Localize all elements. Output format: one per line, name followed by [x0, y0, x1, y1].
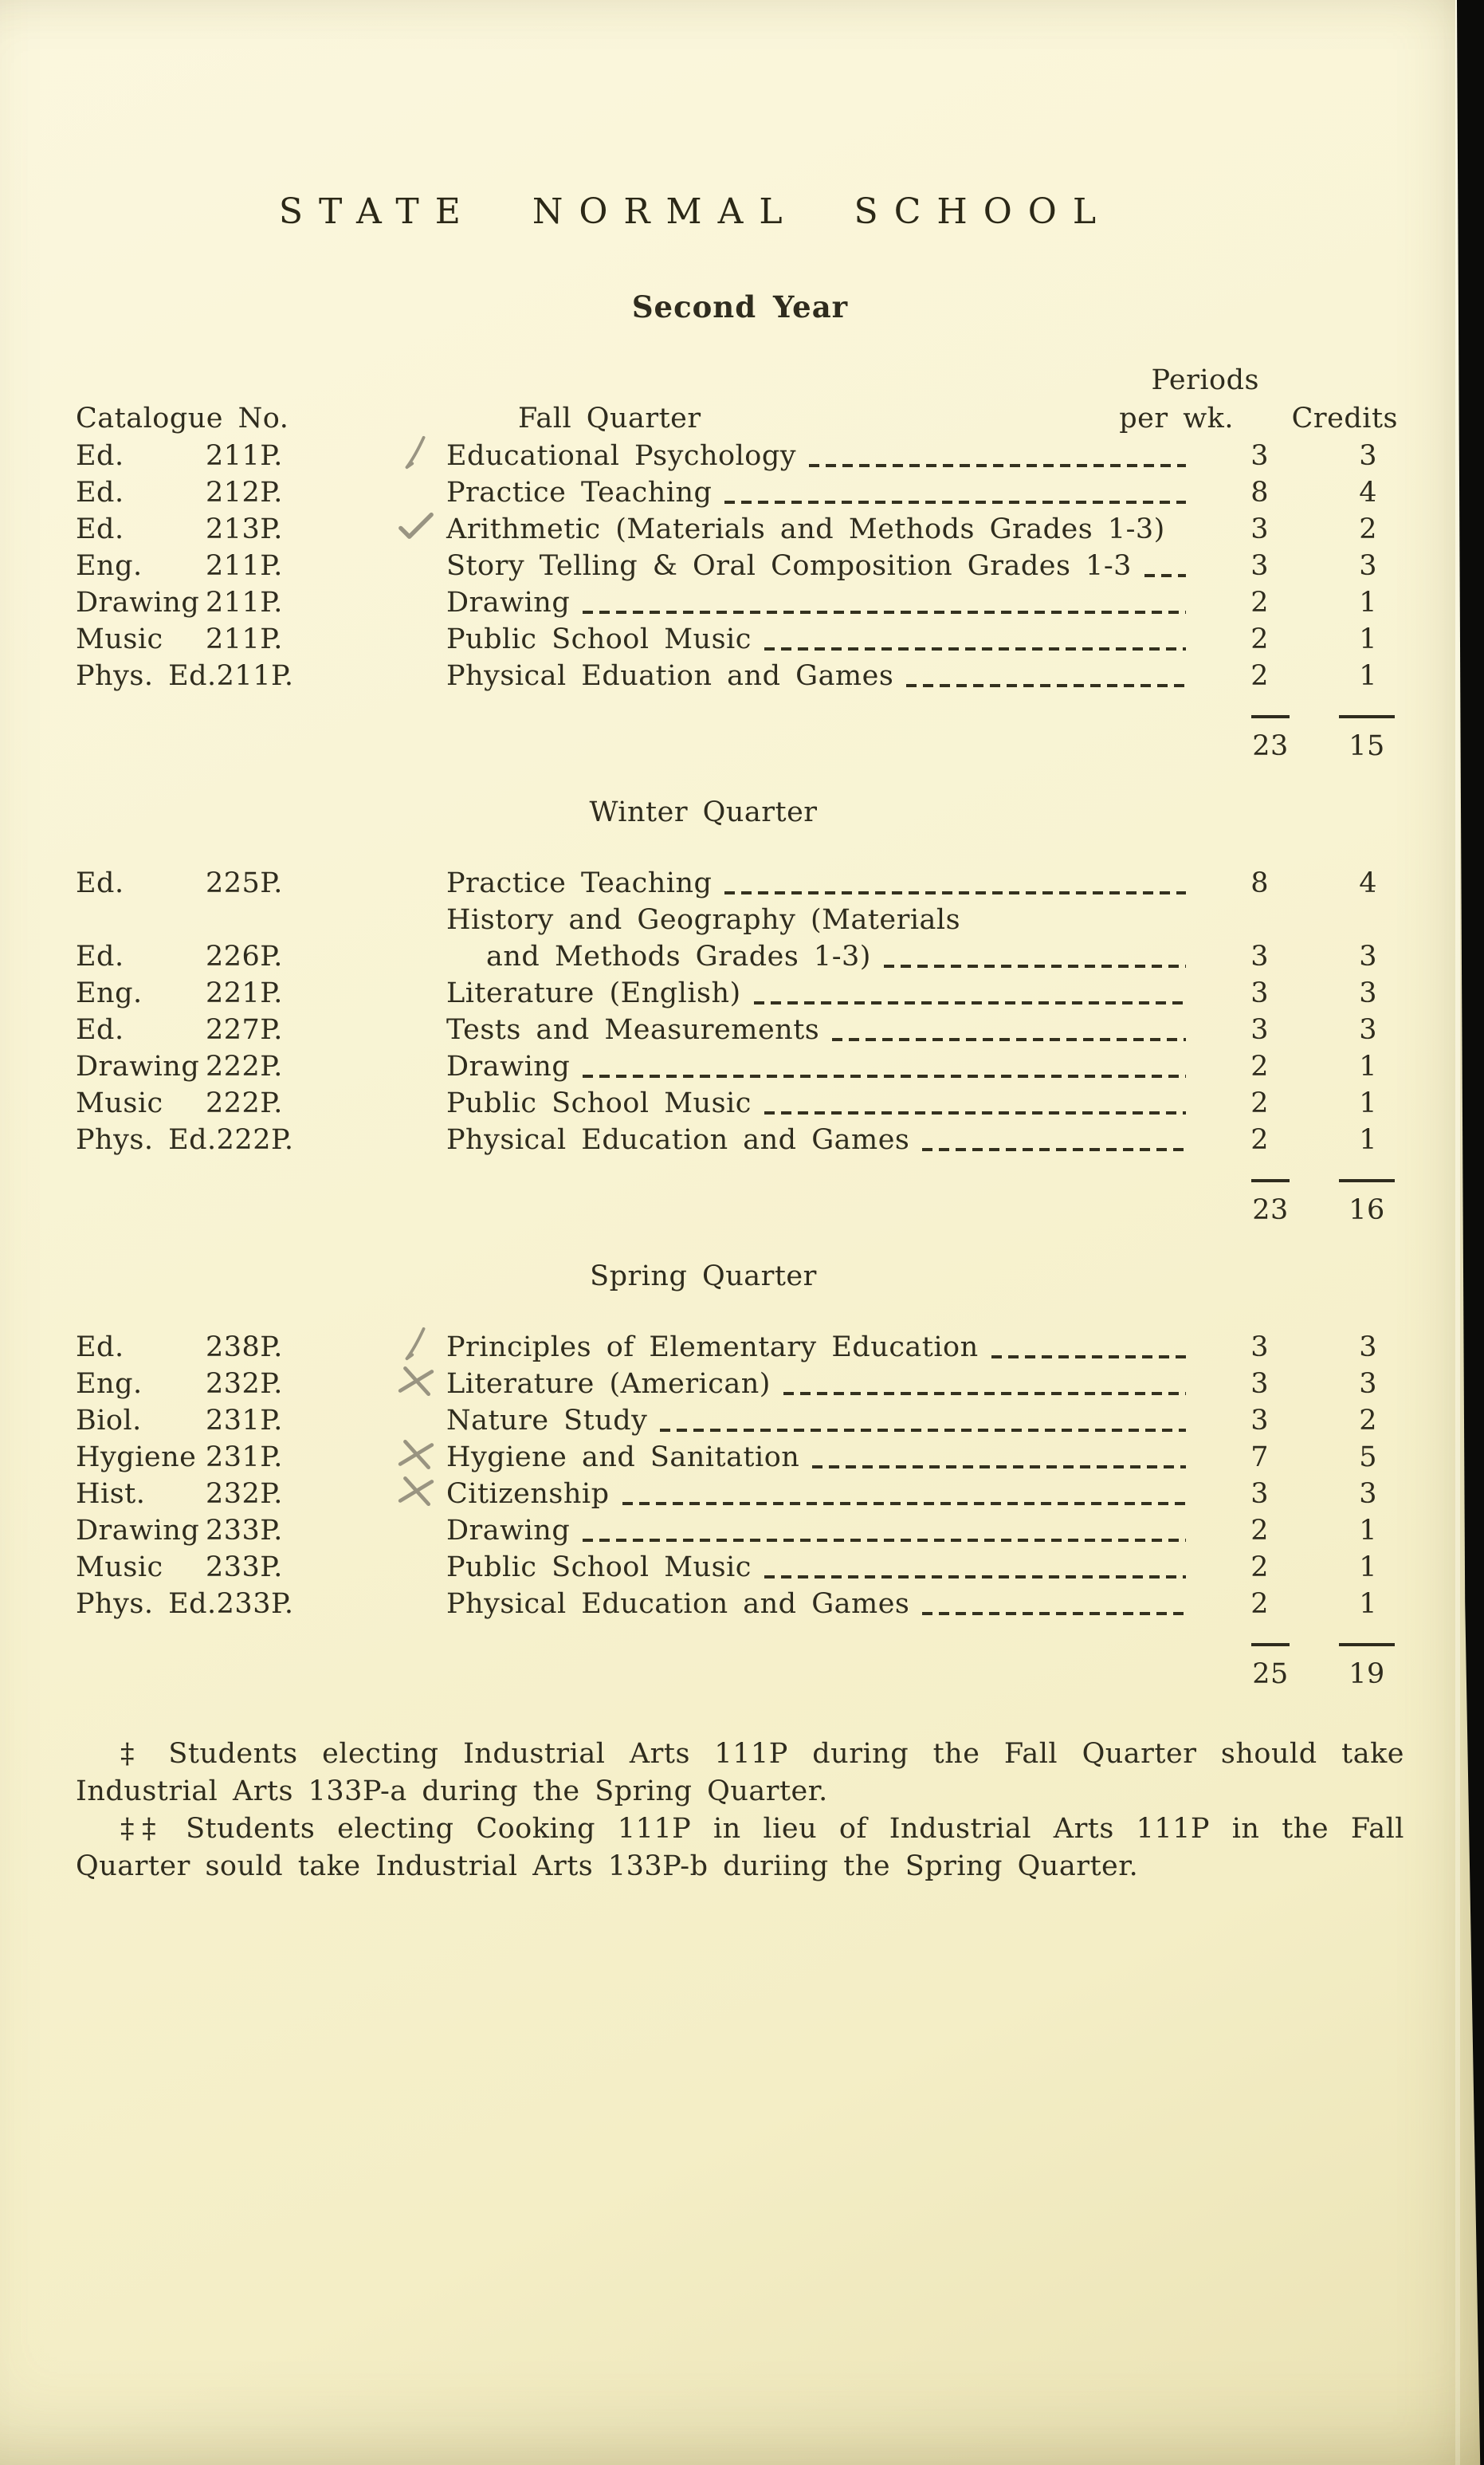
course-title-cell [446, 865, 712, 902]
dotted-leader [622, 1502, 1186, 1505]
dotted-leader [906, 684, 1186, 687]
periods-value: 8 [1250, 867, 1269, 899]
course-title-cell [446, 474, 712, 511]
catalogue-number: 211P. [206, 587, 283, 619]
dotted-leader [884, 965, 1186, 968]
dotted-leader [1144, 574, 1186, 577]
course-row [76, 1512, 1404, 1549]
periods-group-header: Periods [1151, 364, 1259, 396]
catalogue-number: 222P. [216, 1124, 294, 1156]
catalogue-number-cell [76, 1439, 446, 1476]
course-row [76, 1439, 1404, 1476]
periods-value: 3 [1250, 550, 1269, 582]
periods-value: 3 [1250, 941, 1269, 973]
course-row [76, 1085, 1404, 1122]
periods-value: 2 [1250, 1588, 1269, 1620]
course-title: Practice Teaching [446, 867, 713, 899]
course-row [76, 865, 1404, 902]
catalogue-subject: Ed. [76, 1331, 124, 1363]
catalogue-number-cell [76, 1476, 446, 1512]
credits-value: 4 [1359, 477, 1377, 509]
totals-row [76, 1179, 1404, 1229]
credits-total [1305, 1643, 1404, 1692]
course-row [76, 621, 1404, 658]
credits-value: 1 [1359, 1515, 1377, 1547]
quarter-heading: Spring Quarter [590, 1260, 817, 1292]
periods-value: 3 [1250, 513, 1269, 545]
credits-value: 2 [1359, 1405, 1377, 1437]
catalogue-number: 238P. [206, 1331, 283, 1363]
catalogue-subject: Ed. [76, 440, 124, 472]
dotted-leader [660, 1429, 1186, 1432]
catalogue-number-cell [76, 621, 446, 658]
catalogue-number: 232P. [206, 1478, 283, 1510]
credits-value: 3 [1359, 550, 1377, 582]
quarter-winter-quarter [76, 793, 1404, 1229]
course-title: Physical Eduation and Games [446, 660, 894, 692]
course-title-cell [446, 1012, 819, 1048]
catalogue-number-cell [76, 1512, 446, 1549]
catalogue-subject: Ed. [76, 513, 124, 545]
course-row [76, 658, 1404, 694]
dotted-leader [922, 1148, 1186, 1151]
periods-value: 2 [1250, 660, 1269, 692]
credits-value: 3 [1359, 440, 1377, 472]
course-title: Public School Music [446, 1551, 752, 1583]
catalogue-number: 212P. [206, 477, 283, 509]
course-title-cell [446, 1549, 752, 1586]
table-column-headers [76, 361, 1404, 438]
credits-value: 1 [1359, 1551, 1377, 1583]
totals-row [76, 1643, 1404, 1692]
course-title: Literature (American) [446, 1368, 771, 1400]
periods-total-value: 25 [1251, 1643, 1290, 1692]
course-title-cell [446, 1048, 570, 1085]
course-title-cell [446, 1439, 799, 1476]
catalogue-subject: Hygiene [76, 1441, 197, 1473]
credits-total-value: 19 [1339, 1643, 1395, 1692]
catalogue-number-cell [76, 1085, 446, 1122]
credits-value: 1 [1359, 623, 1377, 655]
catalogue-subject: Music [76, 623, 163, 655]
credits-value: 5 [1359, 1441, 1377, 1473]
periods-value: 3 [1250, 1405, 1269, 1437]
credits-value: 1 [1359, 1051, 1377, 1083]
course-title-cell [446, 1476, 610, 1512]
dotted-leader [764, 647, 1186, 651]
periods-value: 2 [1250, 1515, 1269, 1547]
catalogue-number-cell [76, 511, 446, 548]
periods-value: 2 [1250, 1087, 1269, 1119]
course-title-cell [446, 1402, 647, 1439]
periods-total-value: 23 [1251, 1179, 1290, 1229]
catalogue-number: 211P. [206, 623, 283, 655]
footnote-2 [76, 1810, 1404, 1885]
periods-value: 3 [1250, 1014, 1269, 1046]
dotted-leader [583, 1539, 1186, 1542]
periods-value: 3 [1250, 1368, 1269, 1400]
course-title: Arithmetic (Materials and Methods Grades 1-3) [446, 513, 1165, 545]
course-title: Drawing [446, 1515, 571, 1547]
catalogue-number-cell [76, 658, 446, 694]
catalogue-number-cell [76, 1549, 446, 1586]
course-title: Public School Music [446, 1087, 752, 1119]
course-title: Drawing [446, 1051, 571, 1083]
course-row [76, 1402, 1404, 1439]
course-title-cell [446, 1122, 909, 1158]
course-title-cell [446, 1512, 570, 1549]
course-row [76, 975, 1404, 1012]
course-row [76, 474, 1404, 511]
credits-value: 3 [1359, 941, 1377, 973]
dotted-leader [812, 1465, 1186, 1468]
course-row [76, 1549, 1404, 1586]
course-row [76, 1122, 1404, 1158]
course-row [76, 438, 1404, 474]
catalogue-number-cell [76, 1402, 446, 1439]
course-title: Hygiene and Sanitation [446, 1441, 800, 1473]
course-row [76, 1012, 1404, 1048]
course-title-cell [486, 938, 871, 975]
pencil-check-icon [397, 509, 435, 544]
periods-total [1218, 1643, 1305, 1692]
credits-total [1305, 1179, 1404, 1229]
credits-value: 1 [1359, 1087, 1377, 1119]
catalogue-subject: Ed. [76, 867, 124, 899]
catalogue-subject: Eng. [76, 1368, 143, 1400]
catalogue-number-cell [76, 1122, 446, 1158]
course-title: Drawing [446, 587, 571, 619]
course-title-cell [446, 511, 1165, 548]
dotted-leader [583, 611, 1186, 614]
page-content [76, 0, 1404, 1885]
catalogue-number-cell [76, 548, 446, 584]
course-title-cell [446, 438, 796, 474]
dotted-leader [991, 1355, 1186, 1358]
catalogue-subject: Phys. Ed. [76, 1124, 217, 1156]
catalogue-column-header: Catalogue No. [76, 403, 289, 434]
course-title: Nature Study [446, 1405, 648, 1437]
credits-total [1305, 715, 1404, 765]
credits-total-value: 15 [1339, 715, 1395, 765]
periods-value: 2 [1250, 1551, 1269, 1583]
catalogue-subject: Ed. [76, 477, 124, 509]
catalogue-number: 222P. [206, 1087, 283, 1119]
catalogue-number: 233P. [206, 1551, 283, 1583]
catalogue-number-cell [76, 938, 446, 975]
catalogue-number-cell [76, 975, 446, 1012]
periods-value: 8 [1250, 477, 1269, 509]
catalogue-number-cell [76, 1366, 446, 1402]
course-row [76, 902, 1404, 938]
totals-row [76, 715, 1404, 765]
credits-value: 1 [1359, 1124, 1377, 1156]
dotted-leader [922, 1612, 1186, 1615]
periods-column-header: per wk. [1119, 403, 1234, 434]
catalogue-number: 211P. [206, 440, 283, 472]
course-title-cell [446, 975, 741, 1012]
pencil-x-icon [397, 1437, 435, 1472]
catalogue-subject: Ed. [76, 1014, 124, 1046]
scanner-background-edge [1457, 0, 1484, 2465]
dotted-leader [764, 1575, 1186, 1578]
page-title: STATE NORMAL SCHOOL [278, 191, 1113, 232]
footnote-1 [76, 1736, 1404, 1810]
footnote-text: Students electing Industrial Arts 111P during the Fall Quarter should take Industrial Arts 133P-a during the Spring Quarter. [76, 1738, 1404, 1807]
catalogue-number: 231P. [206, 1405, 283, 1437]
catalogue-number: 211P. [216, 660, 294, 692]
catalogue-number: 232P. [206, 1368, 283, 1400]
double-dagger-symbol: ‡ [120, 1738, 169, 1770]
course-title-cell [446, 658, 893, 694]
dotted-leader [583, 1075, 1186, 1078]
catalogue-number: 226P. [206, 941, 283, 973]
dotted-leader [754, 1001, 1186, 1004]
course-title: Educational Psychology [446, 440, 797, 472]
catalogue-number: 233P. [206, 1515, 283, 1547]
course-title: Practice Teaching [446, 477, 713, 509]
credits-total-value: 16 [1339, 1179, 1395, 1229]
catalogue-number-cell [76, 865, 446, 902]
credits-value: 3 [1359, 1331, 1377, 1363]
catalogue-number-cell [76, 438, 446, 474]
periods-value: 3 [1250, 1478, 1269, 1510]
credits-value: 4 [1359, 867, 1377, 899]
course-title: Story Telling & Oral Composition Grades 1-3 [446, 550, 1132, 582]
credits-value: 3 [1359, 977, 1377, 1009]
catalogue-subject: Eng. [76, 977, 143, 1009]
course-title-cell [446, 1366, 771, 1402]
catalogue-subject: Biol. [76, 1405, 142, 1437]
course-title-cell [446, 1329, 979, 1366]
dotted-leader [783, 1392, 1186, 1395]
dotted-leader [809, 464, 1186, 467]
credits-value: 2 [1359, 513, 1377, 545]
periods-value: 7 [1250, 1441, 1269, 1473]
credits-value: 1 [1359, 587, 1377, 619]
catalogue-subject: Phys. Ed. [76, 1588, 217, 1620]
catalogue-number-cell [76, 1586, 446, 1622]
pencil-x-icon [397, 1473, 435, 1508]
course-row [76, 1329, 1404, 1366]
credits-value: 1 [1359, 660, 1377, 692]
course-title: Literature (English) [446, 977, 741, 1009]
course-row [76, 584, 1404, 621]
footnote-text: Students electing Cooking 111P in lieu of Industrial Arts 111P in the Fall Quarter sould take Industrial Arts 133P-b duriing the Spring Quarter. [76, 1813, 1404, 1882]
catalogue-number: 227P. [206, 1014, 283, 1046]
catalogue-subject: Music [76, 1087, 163, 1119]
course-title: Public School Music [446, 623, 752, 655]
course-title-cell [446, 548, 1132, 584]
dotted-leader [764, 1111, 1186, 1115]
catalogue-subject: Phys. Ed. [76, 660, 217, 692]
periods-total [1218, 715, 1305, 765]
course-title: Principles of Elementary Education [446, 1331, 979, 1363]
quarter-heading: Fall Quarter [518, 403, 701, 434]
quarter-fall-quarter [76, 361, 1404, 765]
catalogue-subject: Music [76, 1551, 163, 1583]
credits-column-header: Credits [1291, 403, 1398, 434]
course-title: History and Geography (Materials [446, 904, 961, 936]
periods-value: 2 [1250, 1124, 1269, 1156]
catalogue-number-cell [76, 584, 446, 621]
credits-value: 3 [1359, 1368, 1377, 1400]
catalogue-subject: Hist. [76, 1478, 146, 1510]
catalogue-number: 221P. [206, 977, 283, 1009]
catalogue-number: 211P. [206, 550, 283, 582]
catalogue-subject: Ed. [76, 941, 124, 973]
course-row [76, 1476, 1404, 1512]
course-row [76, 1048, 1404, 1085]
credits-value: 3 [1359, 1014, 1377, 1046]
course-title: Citizenship [446, 1478, 610, 1510]
pencil-slash-icon [397, 1327, 435, 1362]
course-title-cell [446, 1085, 752, 1122]
course-row [76, 938, 1404, 975]
periods-total [1218, 1179, 1305, 1229]
dotted-leader [724, 501, 1186, 504]
catalogue-number: 233P. [216, 1588, 294, 1620]
course-title: Physical Education and Games [446, 1588, 910, 1620]
catalogue-number-cell [76, 1329, 446, 1366]
catalogue-subject: Eng. [76, 550, 143, 582]
course-title: Physical Education and Games [446, 1124, 910, 1156]
pencil-x-icon [397, 1363, 435, 1398]
dotted-leader [724, 891, 1186, 894]
course-row [76, 511, 1404, 548]
credits-value: 3 [1359, 1478, 1377, 1510]
periods-value: 3 [1250, 1331, 1269, 1363]
quarter-heading: Winter Quarter [589, 796, 818, 828]
footnotes [76, 1736, 1404, 1885]
course-title-cell [446, 584, 570, 621]
catalogue-number-cell [76, 1048, 446, 1085]
catalogue-number-cell [76, 1012, 446, 1048]
periods-value: 3 [1250, 977, 1269, 1009]
double-dagger-symbol: ‡‡ [120, 1813, 186, 1845]
pencil-slash-icon [397, 435, 435, 470]
course-title: and Methods Grades 1-3) [486, 941, 871, 973]
periods-value: 2 [1250, 1051, 1269, 1083]
catalogue-number-cell [76, 474, 446, 511]
credits-value: 1 [1359, 1588, 1377, 1620]
course-title-cell [446, 902, 960, 938]
catalogue-number: 222P. [206, 1051, 283, 1083]
dotted-leader [832, 1038, 1186, 1041]
course-row [76, 1366, 1404, 1402]
periods-value: 2 [1250, 587, 1269, 619]
periods-total-value: 23 [1251, 715, 1290, 765]
course-title: Tests and Measurements [446, 1014, 820, 1046]
course-title-cell [446, 1586, 909, 1622]
catalogue-number: 213P. [206, 513, 283, 545]
catalogue-number: 225P. [206, 867, 283, 899]
course-row [76, 1586, 1404, 1622]
course-row [76, 548, 1404, 584]
catalogue-subject: Drawing [76, 1515, 200, 1547]
catalogue-subject: Drawing [76, 587, 200, 619]
course-title-cell [446, 621, 752, 658]
periods-value: 3 [1250, 440, 1269, 472]
periods-value: 2 [1250, 623, 1269, 655]
quarter-spring-quarter [76, 1257, 1404, 1692]
catalogue-number: 231P. [206, 1441, 283, 1473]
catalogue-subject: Drawing [76, 1051, 200, 1083]
section-title: Second Year [631, 289, 849, 324]
course-tables [76, 361, 1404, 1692]
